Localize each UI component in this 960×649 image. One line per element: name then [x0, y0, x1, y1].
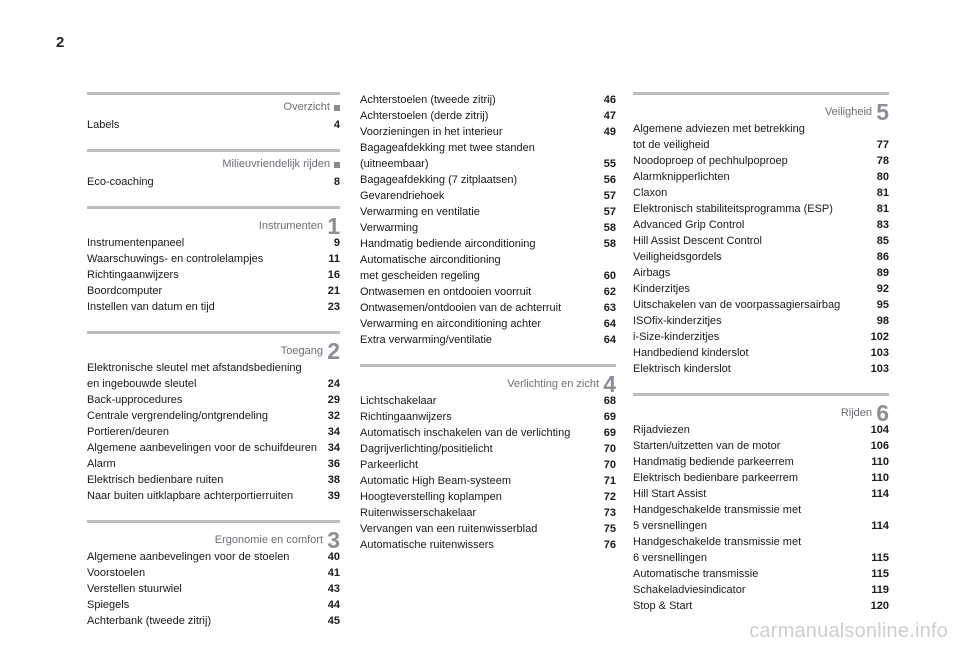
chapter-number: 6	[876, 400, 889, 426]
entry-title: Veiligheidsgordels	[633, 251, 722, 263]
entry-page-number: 9	[333, 237, 340, 249]
entry-page-number: 98	[876, 315, 889, 327]
section-title: Overzicht	[283, 101, 330, 113]
toc-entry[interactable]	[87, 597, 340, 613]
toc-entry[interactable]	[633, 534, 889, 566]
entry-page-number: 64	[603, 334, 616, 346]
toc-entry[interactable]	[633, 265, 889, 281]
toc-entry[interactable]	[633, 486, 889, 502]
toc-entry[interactable]	[633, 201, 889, 217]
toc-entry[interactable]	[633, 438, 889, 454]
entry-title: Labels	[87, 119, 120, 131]
entry-page-number: 103	[870, 347, 889, 359]
toc-entry[interactable]	[87, 488, 340, 504]
entry-page-number: 114	[871, 520, 889, 532]
entry-title: Verwarming en airconditioning achter	[360, 318, 541, 330]
entry-page-number: 106	[870, 440, 889, 452]
entry-title: Starten/uitzetten van de motor	[633, 440, 781, 452]
toc-entry[interactable]	[633, 598, 889, 614]
entry-title: Parkeerlicht	[360, 459, 419, 471]
toc-entry[interactable]	[360, 252, 616, 284]
entry-page-number: 34	[327, 426, 340, 438]
entry-title: Automatische transmissie	[633, 568, 759, 580]
entry-title: Verwarming en ventilatie	[360, 206, 480, 218]
entry-title: Portieren/deuren	[87, 426, 169, 438]
entry-title: Bagageafdekking (7 zitplaatsen)	[360, 174, 518, 186]
toc-section	[360, 92, 616, 348]
entry-title: Kinderzitjes	[633, 283, 690, 295]
section-header	[87, 92, 340, 117]
entry-page-number: 104	[870, 424, 889, 436]
entry-page-number: 70	[603, 443, 616, 455]
toc-entry[interactable]	[87, 408, 340, 424]
toc-entry[interactable]	[360, 409, 616, 425]
section-title: Instrumenten	[258, 220, 323, 232]
entry-page-number: 75	[603, 523, 616, 535]
entry-page-number: 36	[327, 458, 340, 470]
section-title: Verlichting en zicht	[507, 378, 599, 390]
entry-title: Alarm	[87, 458, 116, 470]
toc-entry[interactable]	[360, 236, 616, 252]
entry-page-number: 24	[327, 378, 340, 390]
entry-title: Verwarming	[360, 222, 419, 234]
entry-page-number: 69	[603, 411, 616, 423]
entry-page-number: 115	[871, 568, 889, 580]
entry-page-number: 115	[871, 552, 889, 564]
toc-entry[interactable]	[633, 233, 889, 249]
entry-page-number: 39	[327, 490, 340, 502]
toc-column-3	[633, 92, 889, 630]
toc-entry[interactable]	[633, 169, 889, 185]
entry-title: ISOfix-kinderzitjes	[633, 315, 722, 327]
toc-entry[interactable]	[87, 613, 340, 629]
entry-title: Automatische airconditioning met gescheiden regeling	[360, 254, 501, 282]
entry-page-number: 56	[603, 174, 616, 186]
entry-page-number: 85	[876, 235, 889, 247]
entry-page-number: 114	[871, 488, 889, 500]
toc-entry[interactable]	[87, 472, 340, 488]
toc-section	[360, 364, 616, 553]
entry-title: Algemene adviezen met betrekking tot de veiligheid	[633, 123, 805, 151]
entry-page-number: 11	[328, 253, 340, 265]
toc-entry[interactable]	[360, 332, 616, 348]
toc-entry[interactable]	[87, 549, 340, 565]
entry-title: Uitschakelen van de voorpassagiersairbag	[633, 299, 841, 311]
entry-page-number: 110	[871, 456, 889, 468]
entry-title: Rijadviezen	[633, 424, 690, 436]
section-header	[87, 331, 340, 364]
entry-page-number: 70	[603, 459, 616, 471]
entry-page-number: 55	[603, 158, 616, 170]
section-title: Milieuvriendelijk rijden	[222, 158, 330, 170]
toc-entry[interactable]	[87, 456, 340, 472]
entry-page-number: 81	[876, 187, 889, 199]
entry-title: Claxon	[633, 187, 668, 199]
entry-page-number: 8	[333, 176, 340, 188]
entry-page-number: 80	[876, 171, 889, 183]
toc-entry[interactable]	[633, 566, 889, 582]
entry-page-number: 83	[876, 219, 889, 231]
entry-page-number: 86	[876, 251, 889, 263]
entry-page-number: 69	[603, 427, 616, 439]
toc-entry[interactable]	[87, 174, 340, 190]
toc-entry[interactable]	[360, 393, 616, 409]
toc-entry[interactable]	[633, 502, 889, 534]
toc-section	[87, 206, 340, 315]
entry-title: Handbediend kinderslot	[633, 347, 749, 359]
entry-title: Automatisch inschakelen van de verlichting	[360, 427, 571, 439]
entry-title: Bagageafdekking met twee standen (uitneembaar)	[360, 142, 535, 170]
entry-page-number: 4	[333, 119, 340, 131]
entry-title: Waarschuwings- en controlelampjes	[87, 253, 264, 265]
entry-page-number: 72	[603, 491, 616, 503]
square-bullet-icon	[334, 105, 340, 111]
entry-title: Elektrisch bedienbare parkeerrem	[633, 472, 799, 484]
entry-page-number: 58	[603, 222, 616, 234]
toc-entry[interactable]	[633, 249, 889, 265]
toc-entry[interactable]	[360, 220, 616, 236]
entry-title: Stop & Start	[633, 600, 693, 612]
entry-page-number: 89	[876, 267, 889, 279]
toc-section	[633, 393, 889, 614]
entry-title: Achterstoelen (tweede zitrij)	[360, 94, 496, 106]
entry-title: Noodoproep of pechhulpoproep	[633, 155, 788, 167]
section-header	[360, 364, 616, 397]
toc-entry[interactable]	[87, 392, 340, 408]
toc-entry[interactable]	[360, 284, 616, 300]
entry-page-number: 57	[603, 206, 616, 218]
toc-entry[interactable]	[633, 329, 889, 345]
toc-entry[interactable]	[633, 217, 889, 233]
entry-title: Boordcomputer	[87, 285, 163, 297]
entry-title: Instrumentenpaneel	[87, 237, 185, 249]
toc-entry[interactable]	[633, 185, 889, 201]
entry-title: Ontwasemen/ontdooien van de achterruit	[360, 302, 562, 314]
toc-entry[interactable]	[360, 505, 616, 521]
page-number: 2	[56, 34, 65, 51]
entry-page-number: 77	[876, 139, 889, 151]
entry-title: Extra verwarming/ventilatie	[360, 334, 493, 346]
toc-entry[interactable]	[633, 582, 889, 598]
entry-page-number: 110	[871, 472, 889, 484]
toc-entry[interactable]	[87, 424, 340, 440]
entry-page-number: 71	[603, 475, 616, 487]
toc-entry[interactable]	[633, 345, 889, 361]
chapter-number: 1	[327, 213, 340, 239]
entry-page-number: 63	[603, 302, 616, 314]
toc-entry[interactable]	[360, 521, 616, 537]
toc-entry[interactable]	[87, 267, 340, 283]
toc-entry[interactable]	[633, 297, 889, 313]
entry-title: Dagrijverlichting/positielicht	[360, 443, 493, 455]
toc-entry[interactable]	[360, 316, 616, 332]
toc-section	[87, 520, 340, 629]
toc-entry[interactable]	[360, 441, 616, 457]
entry-page-number: 40	[327, 551, 340, 563]
toc-entry[interactable]	[360, 537, 616, 553]
entry-page-number: 32	[327, 410, 340, 422]
section-header	[633, 393, 889, 426]
toc-entry[interactable]	[360, 473, 616, 489]
chapter-number: 3	[327, 527, 340, 553]
entry-title: Lichtschakelaar	[360, 395, 437, 407]
entry-page-number: 78	[876, 155, 889, 167]
entry-title: Alarmknipperlichten	[633, 171, 730, 183]
entry-title: Eco-coaching	[87, 176, 154, 188]
entry-title: Hill Start Assist	[633, 488, 707, 500]
toc-entry[interactable]	[360, 124, 616, 140]
section-title: Veiligheid	[824, 106, 872, 118]
toc-section	[87, 331, 340, 504]
toc-entry[interactable]	[633, 313, 889, 329]
entry-title: Ontwasemen en ontdooien voorruit	[360, 286, 532, 298]
toc-entry[interactable]	[360, 92, 616, 108]
toc-entry[interactable]	[87, 565, 340, 581]
entry-title: Verstellen stuurwiel	[87, 583, 182, 595]
entry-title: Elektronisch stabiliteitsprogramma (ESP)	[633, 203, 833, 215]
toc-entry[interactable]	[87, 440, 340, 456]
toc-entry[interactable]	[87, 360, 340, 392]
entry-title: Schakeladviesindicator	[633, 584, 746, 596]
entry-title: Gevarendriehoek	[360, 190, 445, 202]
entry-page-number: 34	[327, 442, 340, 454]
toc-section	[87, 149, 340, 190]
entry-page-number: 95	[876, 299, 889, 311]
toc-entry[interactable]	[633, 281, 889, 297]
toc-entry[interactable]	[633, 454, 889, 470]
toc-entry[interactable]	[87, 283, 340, 299]
toc-entry[interactable]	[87, 581, 340, 597]
toc-entry[interactable]	[360, 140, 616, 172]
entry-title: Instellen van datum en tijd	[87, 301, 215, 313]
entry-page-number: 103	[870, 363, 889, 375]
toc-entry[interactable]	[87, 235, 340, 251]
entry-title: Voorzieningen in het interieur	[360, 126, 503, 138]
chapter-number: 2	[327, 338, 340, 364]
section-title: Rijden	[840, 407, 872, 419]
entry-title: Hill Assist Descent Control	[633, 235, 762, 247]
entry-title: Achterstoelen (derde zitrij)	[360, 110, 489, 122]
entry-page-number: 92	[876, 283, 889, 295]
entry-title: i-Size-kinderzitjes	[633, 331, 720, 343]
toc-entry[interactable]	[360, 204, 616, 220]
toc-column-1	[87, 92, 340, 645]
entry-page-number: 23	[327, 301, 340, 313]
entry-page-number: 16	[327, 269, 340, 281]
entry-page-number: 58	[603, 238, 616, 250]
toc-entry[interactable]	[360, 188, 616, 204]
entry-title: Automatische ruitenwissers	[360, 539, 494, 551]
entry-title: Centrale vergrendeling/ontgrendeling	[87, 410, 269, 422]
entry-title: Airbags	[633, 267, 671, 279]
toc-entry[interactable]	[633, 121, 889, 153]
entry-page-number: 57	[603, 190, 616, 202]
toc-entry[interactable]	[360, 457, 616, 473]
entry-title: Hoogteverstelling koplampen	[360, 491, 502, 503]
section-header	[633, 92, 889, 125]
entry-page-number: 44	[327, 599, 340, 611]
entry-page-number: 76	[603, 539, 616, 551]
section-title: Toegang	[280, 345, 323, 357]
toc-section	[633, 92, 889, 377]
entry-title: Handmatig bediende airconditioning	[360, 238, 536, 250]
toc-entry[interactable]	[87, 251, 340, 267]
toc-entry[interactable]	[633, 153, 889, 169]
entry-title: Algemene aanbevelingen voor de schuifdeuren	[87, 442, 317, 454]
entry-title: Naar buiten uitklapbare achterportierruiten	[87, 490, 294, 502]
toc-entry[interactable]	[360, 425, 616, 441]
toc-entry[interactable]	[87, 117, 340, 133]
entry-page-number: 41	[327, 567, 340, 579]
section-header	[87, 206, 340, 239]
entry-title: Automatic High Beam-systeem	[360, 475, 511, 487]
entry-title: Achterbank (tweede zitrij)	[87, 615, 212, 627]
entry-title: Handmatig bediende parkeerrem	[633, 456, 794, 468]
entry-page-number: 38	[327, 474, 340, 486]
entry-page-number: 60	[603, 270, 616, 282]
entry-page-number: 73	[603, 507, 616, 519]
entry-title: Back-upprocedures	[87, 394, 183, 406]
chapter-number: 5	[876, 99, 889, 125]
entry-page-number: 64	[603, 318, 616, 330]
entry-page-number: 43	[327, 583, 340, 595]
entry-title: Handgeschakelde transmissie met 6 versnellingen	[633, 536, 802, 564]
section-header	[87, 149, 340, 174]
toc-entry[interactable]	[360, 172, 616, 188]
toc-entry[interactable]	[87, 299, 340, 315]
entry-page-number: 29	[327, 394, 340, 406]
toc-entry[interactable]	[360, 489, 616, 505]
watermark: carmanualsonline.info	[749, 620, 948, 642]
entry-page-number: 46	[603, 94, 616, 106]
toc-entry[interactable]	[633, 422, 889, 438]
toc-entry[interactable]	[633, 470, 889, 486]
entry-title: Advanced Grip Control	[633, 219, 745, 231]
entry-title: Ruitenwisserschakelaar	[360, 507, 477, 519]
square-bullet-icon	[334, 162, 340, 168]
entry-page-number: 47	[603, 110, 616, 122]
section-header	[87, 520, 340, 553]
entry-page-number: 102	[870, 331, 889, 343]
toc-entry[interactable]	[360, 108, 616, 124]
entry-title: Elektrisch kinderslot	[633, 363, 731, 375]
entry-page-number: 49	[603, 126, 616, 138]
entry-title: Richtingaanwijzers	[87, 269, 179, 281]
section-title: Ergonomie en comfort	[214, 534, 323, 546]
entry-page-number: 62	[603, 286, 616, 298]
entry-title: Elektronische sleutel met afstandsbediening en ingebouwde sleutel	[87, 362, 302, 390]
entry-page-number: 119	[871, 584, 889, 596]
entry-page-number: 81	[876, 203, 889, 215]
entry-page-number: 21	[327, 285, 340, 297]
entry-title: Spiegels	[87, 599, 130, 611]
chapter-number: 4	[603, 371, 616, 397]
entry-title: Handgeschakelde transmissie met 5 versnellingen	[633, 504, 802, 532]
toc-section	[87, 92, 340, 133]
toc-column-2	[360, 92, 616, 569]
toc-entry[interactable]	[360, 300, 616, 316]
entry-title: Algemene aanbevelingen voor de stoelen	[87, 551, 290, 563]
entry-page-number: 120	[870, 600, 889, 612]
entry-title: Richtingaanwijzers	[360, 411, 452, 423]
entry-title: Voorstoelen	[87, 567, 146, 579]
entry-title: Vervangen van een ruitenwisserblad	[360, 523, 538, 535]
entry-page-number: 45	[327, 615, 340, 627]
entry-title: Elektrisch bedienbare ruiten	[87, 474, 224, 486]
entry-page-number: 68	[603, 395, 616, 407]
toc-entry[interactable]	[633, 361, 889, 377]
